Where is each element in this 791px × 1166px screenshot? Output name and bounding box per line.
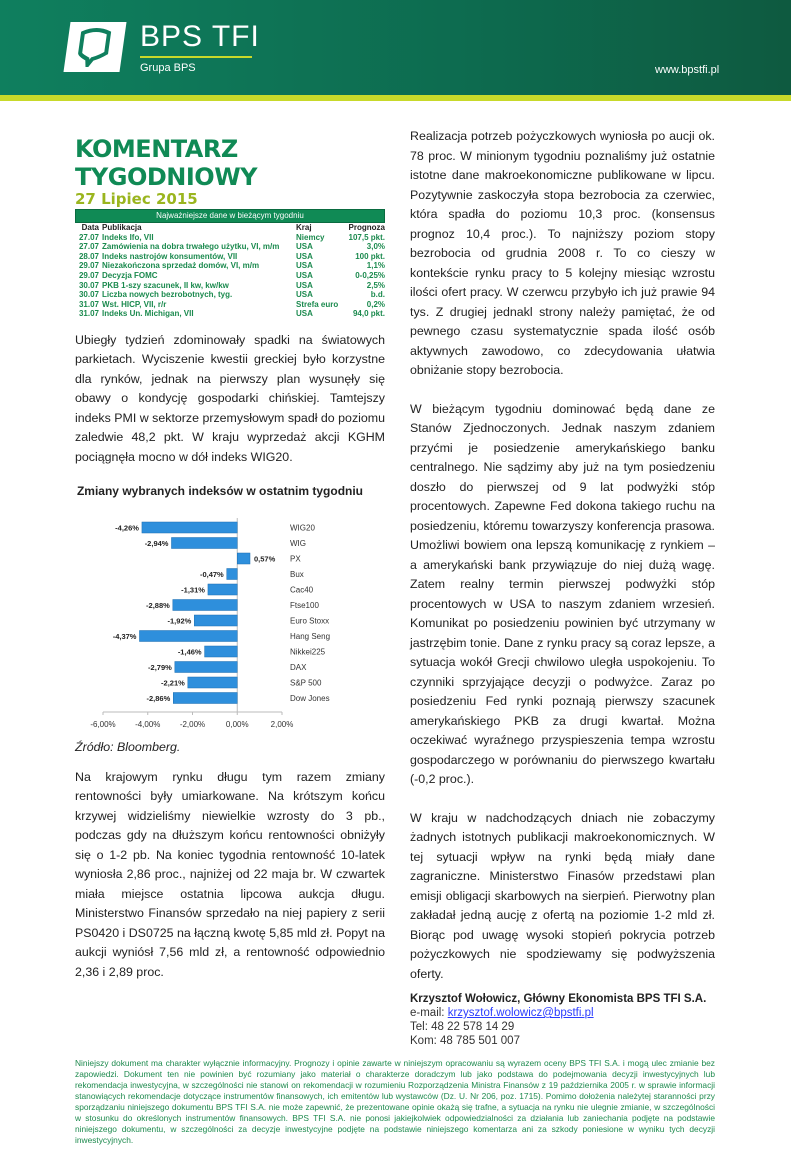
table-cell: Liczba nowych bezrobotnych, tyg.: [102, 290, 233, 300]
bar-nikkei225: [205, 646, 238, 657]
category-label: Cac40: [290, 585, 314, 595]
table-cell: 3,0%: [366, 242, 385, 252]
data-label: -2,86%: [146, 694, 171, 704]
category-label: Bux: [290, 570, 304, 580]
bar-wig20: [142, 522, 237, 533]
table-cell: 27.07: [78, 242, 99, 252]
author-mobile: Kom: 48 785 501 007: [410, 1035, 520, 1047]
right-paragraph-1: Realizacja potrzeb pożyczkowych wyniosła po aucji ok. 78 proc. W minionym tygodniu poznaliśmy już ostatnie istotne dane makroekonomiczne publikowane w lipcu. Pozytywnie zaskoczyła stopa bezrobocia za czerwiec, która spadła do poziomu 10,3 proc. (konsensus prognoz 10,4 proc.). To najniższy poziom stopy bezrobocia od grudnia 2008 r. To co cieszy w kontekście rynku pracy to 5 kolejny miesiąc wzrostu ilości ofert pracy. W czerwcu przybyło ich już prawie 94 tys. Z drugiej jednakl strony należy pamiętać, że od pewnego czasu systematycznie spada ilość osób aktywnych zawodowo, co zdecydowania ułatwia obniżanie stopy bezrobocia.: [410, 129, 715, 377]
data-label: -2,21%: [161, 678, 185, 688]
category-label: Hang Seng: [290, 632, 331, 642]
right-column: [410, 127, 715, 1048]
table-cell: 31.07: [78, 309, 99, 319]
table-cell: Indeks Un. Michigan, VII: [102, 309, 194, 319]
data-label: -4,37%: [112, 632, 137, 642]
table-cell: Indeks Ifo, VII: [102, 232, 154, 242]
bar-dax: [175, 662, 237, 673]
table-cell: USA: [296, 280, 313, 290]
brand-name: BPS TFI: [140, 20, 260, 53]
data-label: -2,88%: [146, 601, 170, 611]
category-label: DAX: [290, 663, 307, 673]
table-cell: Decyzja FOMC: [102, 270, 158, 280]
table-cell: Indeks nastrojów konsumentów, VII: [102, 251, 238, 261]
table-row: [75, 290, 385, 300]
left-paragraph-1: Ubiegły tydzień zdominowały spadki na światowych parkietach. Wyciszenie kwestii greckiej było korzystne dla rynków, jednak na pierwszy plan wysunęły się obawy o kondycję gospodarki chińskiej. Tamtejszy indeks PMI w sektorze przemysłowym spadł do poziomu zaledwie 48,2 pkt. W kraju wyprzedaż akcji KGHM pociągnęła mocno w dół indeks WIG20.: [75, 332, 385, 464]
category-label: Ftse100: [290, 601, 319, 611]
table-row: [75, 271, 385, 281]
table-cell: USA: [296, 309, 313, 319]
website-link[interactable]: www.bpstfi.pl: [655, 64, 720, 76]
chart-plot: [75, 475, 385, 730]
table-cell: 27.07: [78, 232, 99, 242]
table-row: [75, 252, 385, 262]
table-cell: USA: [296, 242, 313, 252]
brand-group: Grupa BPS: [140, 62, 196, 74]
table-cell: 29.07: [78, 270, 99, 280]
table-cell: Niemcy: [296, 232, 325, 242]
data-label: -4,26%: [115, 523, 139, 533]
table-cell: 30.07: [78, 280, 99, 290]
x-tick-label: 2,00%: [270, 720, 294, 730]
table-cell: Strefa euro: [296, 299, 339, 309]
category-label: WIG20: [290, 523, 315, 533]
category-label: Dow Jones: [290, 694, 330, 704]
table-cell: Zamówienia na dobra trwałego użytku, VI, m/m: [102, 242, 280, 252]
table-body: [75, 233, 385, 319]
category-label: WIG: [290, 539, 306, 549]
data-label: 0,57%: [254, 554, 276, 564]
data-label: -0,47%: [199, 570, 224, 580]
bar-cac40: [208, 584, 237, 595]
table-row: [75, 300, 385, 310]
bar-wig: [171, 538, 237, 549]
index-changes-chart: [75, 475, 385, 730]
table-caption: Najważniejsze dane w bieżącym tygodniu: [75, 209, 385, 223]
table-cell: 30.07: [78, 290, 99, 300]
chart-source: Źródło: Bloomberg.: [75, 740, 181, 755]
x-tick-label: 0,00%: [225, 720, 249, 730]
table-cell: 0-0,25%: [355, 270, 385, 280]
category-label: Nikkei225: [290, 647, 326, 657]
data-label: -1,92%: [167, 616, 192, 626]
table-cell: Wst. HICP, VII, r/r: [102, 299, 167, 309]
table-cell: Niezakończona sprzedaż domów, VI, m/m: [102, 261, 260, 271]
table-cell: 29.07: [78, 261, 99, 271]
author-name: Krzysztof Wołowicz, Główny Ekonomista BPS TFI S.A.: [410, 993, 707, 1005]
x-tick-label: -2,00%: [179, 720, 206, 730]
col-header: Kraj: [296, 223, 312, 232]
category-label: Euro Stoxx: [290, 616, 330, 626]
table-cell: b.d.: [370, 290, 385, 300]
table-cell: 94,0 pkt.: [352, 309, 385, 319]
page-title: KOMENTARZ TYGODNIOWY: [75, 135, 258, 191]
email-label: e-mail:: [410, 1007, 448, 1019]
bar-dow-jones: [173, 693, 237, 704]
author-signature: [410, 992, 715, 1048]
two-column-content: [75, 127, 715, 1048]
table-cell: 100 pkt.: [355, 251, 385, 261]
category-label: PX: [290, 554, 301, 564]
col-header: Publikacja: [102, 223, 142, 232]
bar-px: [237, 553, 250, 564]
x-tick-label: -4,00%: [135, 720, 161, 730]
disclaimer: Niniejszy dokument ma charakter wyłącznie informacyjny. Prognozy i opinie zawarte w niniejszym opracowaniu są wyrazem oceny BPS TFI S.A. i mogą ulec zmianie bez zapowiedzi. Dokument ten nie powinien być rozumiany jako materiał o charakterze doradczym lub jako podstawa do podejmowania decyzji inwestycyjnych lub rekomendacja inwestycyjna, w szczególności nie stanowi on rekomendacji w rozumieniu Rozporządzenia Ministra Finansów z 19 października 2005 r. w sprawie informacji stanowiących rekomendacje dotyczące instrumentów finansowych, ich emitentów lub wystawców (Dz. U. Nr 206, poz. 1715). Pomimo dołożenia należytej staranności przy sporządzaniu niniejszego dokumentu BPS TFI S.A. nie może zapewnić, że prezentowane opinie okażą się trafne, a sytuacja na rynku nie ulegnie zmianie, w szczególności w stosunku do określonych instrumentów finansowych. BPS TFI S.A. nie ponosi jakiejkolwiek odpowiedzialności za działania lub zaniechania podjęte na podstawie niniejszego dokumentu, w szczególności za decyzje inwestycyjne podjęte na podstawie niniejszego komentarza ani za szkody poniesione w wyniku tych decyzji inwestycyjnych.: [75, 1058, 715, 1145]
table-row: [75, 233, 385, 243]
col-header: Data: [81, 223, 99, 232]
table-cell: USA: [296, 251, 313, 261]
table-cell: 31.07: [78, 299, 99, 309]
table-cell: PKB 1-szy szacunek, II kw, kw/kw: [102, 280, 229, 290]
table-cell: 28.07: [78, 251, 99, 261]
author-phone: Tel: 48 22 578 14 29: [410, 1021, 515, 1033]
table-cell: USA: [296, 270, 313, 280]
table-cell: 107,5 pkt.: [348, 232, 385, 242]
table-cell: 1,1%: [366, 261, 385, 271]
page-date: 27 Lipiec 2015: [75, 190, 198, 208]
bar-ftse100: [173, 600, 237, 611]
left-column: [75, 127, 385, 982]
table-row: [75, 309, 385, 319]
col-header: Prognoza: [348, 223, 385, 232]
table-cell: 0,2%: [366, 299, 385, 309]
author-email-link[interactable]: krzysztof.wolowicz@bpstfi.pl: [447, 1007, 594, 1019]
data-label: -1,46%: [177, 647, 202, 657]
bar-euro-stoxx: [194, 615, 237, 626]
right-paragraph-3: W kraju w nadchodzących dniach nie zobaczymy żadnych istotnych publikacji makroekonomicznych. W tej sytuacji wpływ na rynki będą miały dane zagraniczne. Ministerstwo Finasów przedstawi plan emisji obligacji skarbowych na sierpień. Pierwotny plan zakładał jedną aucję z ofertą na poziomie 1-2 mld zł. Biorąc pod uwagę wysoki stopień pokrycia potrzeb pożyczkowych nie spodziewamy się podwyższenia oferty.: [410, 810, 715, 981]
table-header-row: [75, 223, 385, 233]
data-label: -1,31%: [181, 585, 205, 595]
category-label: S&P 500: [290, 678, 322, 688]
right-paragraph-2: W bieżącym tygodniu dominować będą dane ze Stanów Zjednoczonych. Jednak naszym zdaniem przyćmi je posiedzenie amerykańskiego banku centralnego. Nie sądzimy aby już na tym posiedzeniu doszło do pierwszej od 9 lat podwyżki stóp procentowych. Zapewne Fed dokona takiego ruchu na posiedzeniu, któremu towarzyszy konferencja prasowa. Umożliwi bowiem ona lepszą komunikację z rynkiem – a amerykański bank przywiązuje do niej dużą wagę. Zatem realny termin pierwszej podwyżki stóp procentowych w USA to naszym zdaniem wrzesień. Komunikat po posiedzeniu powinien być utrzymany w jastrzębim tonie. Dane z rynku pracy są coraz lepsze, a sytuacja wokół Grecji chwilowo uległa uspokojeniu. To czynniki sprzyjające decyzji o podwyżce. Zaraz po posiedzeniu Fed rynki poznają pierwszy szacunek amerykańskiego PKB za drugi kwartał. Można oczekiwać wyraźnego przyspieszenia tempa wzrostu gospodarczego w porównaniu do pierwszego kwartału (-0,2 proc.).: [410, 401, 715, 786]
table-row: [75, 261, 385, 271]
x-tick-label: -6,00%: [90, 720, 116, 730]
bar-hang-seng: [139, 631, 237, 642]
bar-bux: [227, 569, 238, 580]
chart-title: Zmiany wybranych indeksów w ostatnim tygodniu: [76, 484, 364, 499]
table-cell: 2,5%: [366, 280, 385, 290]
data-label: -2,94%: [144, 539, 169, 549]
weekly-data-table: [75, 209, 385, 319]
table-row: [75, 242, 385, 252]
left-paragraph-2: Na krajowym rynku długu tym razem zmiany rentowności były umiarkowane. Na krótszym końcu krzywej widzieliśmy niewielkie wzrosty do 3 pb., podczas gdy na dłuższym końcu rentowności obniżyły się o 1-2 pb. Na koniec tygodnia rentowność 10-latek wyniosła 2,86 proc., najniżej od 22 maja br. W czwartek miała miejsce ostatnia lipcowa aukcja długu. Ministerstwo Finansów sprzedało na niej papiery z serii PS0420 i DS0725 na łączną kwotę 5,85 mld zł. Popyt na aukcji wyniósł 7,56 mld zł, a rentowność odpowiednio 2,36 i 2,89 proc.: [75, 769, 385, 979]
table-cell: USA: [296, 290, 313, 300]
data-label: -2,79%: [148, 663, 172, 673]
bar-s-p-500: [188, 677, 237, 688]
table-row: [75, 281, 385, 291]
table-cell: USA: [296, 261, 313, 271]
